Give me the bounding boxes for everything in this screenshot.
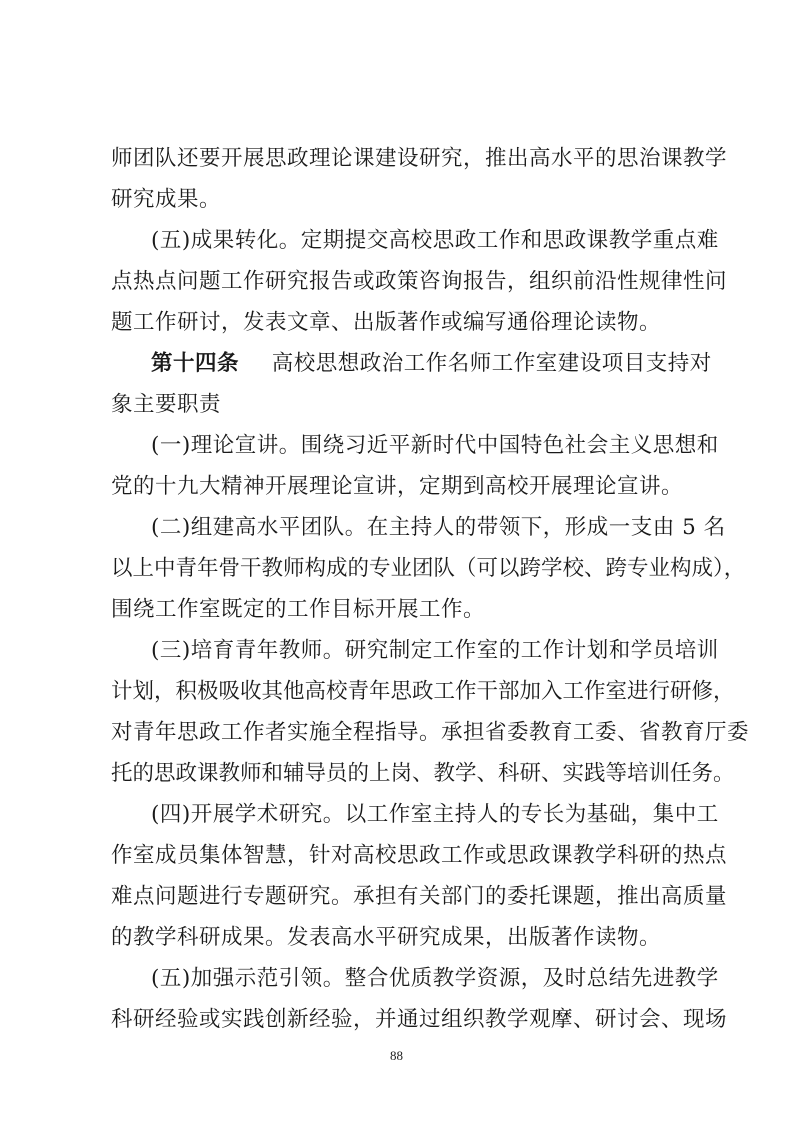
text-line: 托的思政课教师和辅导员的上岗、教学、科研、实践等培训任务。 bbox=[111, 761, 735, 786]
article-heading-line bbox=[151, 349, 712, 379]
article-number: 第十四条 bbox=[151, 351, 240, 376]
text-line: 题工作研讨，发表文章、出版著作或编写通俗理论读物。 bbox=[111, 310, 662, 335]
text-line: 以上中青年骨干教师构成的专业团队（可以跨学校、跨专业构成）， bbox=[111, 556, 746, 581]
text-line: 师团队还要开展思政理论课建设研究，推出高水平的思治课教学 bbox=[111, 146, 728, 171]
page-number: 88 bbox=[390, 1048, 403, 1063]
article-title: 高校思想政治工作名师工作室建设项目支持对 bbox=[271, 351, 712, 376]
text-line: 点热点问题工作研究报告或政策咨询报告，组织前沿性规律性问 bbox=[111, 269, 728, 294]
text-line: 难点问题进行专题研究。承担有关部门的委托课题，推出高质量 bbox=[111, 884, 728, 909]
text-line: (五)成果转化。定期提交高校思政工作和思政课教学重点难 bbox=[151, 228, 719, 253]
text-line: (五)加强示范引领。整合优质教学资源，及时总结先进教学 bbox=[151, 966, 719, 991]
text-line: 围绕工作室既定的工作目标开展工作。 bbox=[111, 597, 486, 622]
text-line: 研究成果。 bbox=[111, 187, 222, 212]
text-line: (四)开展学术研究。以工作室主持人的专长为基础，集中工 bbox=[151, 802, 719, 827]
text-line: 的教学科研成果。发表高水平研究成果，出版著作读物。 bbox=[111, 925, 662, 950]
text-line: 象主要职责 bbox=[111, 392, 222, 417]
text-line: 作室成员集体智慧，针对高校思政工作或思政课教学科研的热点 bbox=[111, 843, 728, 868]
text-line: 计划，积极吸收其他高校青年思政工作干部加入工作室进行研修， bbox=[111, 679, 735, 704]
text-line: (一)理论宣讲。围绕习近平新时代中国特色社会主义思想和 bbox=[151, 433, 719, 458]
text-line: 党的十九大精神开展理论宣讲，定期到高校开展理论宣讲。 bbox=[111, 474, 684, 499]
text-line: (二)组建高水平团队。在主持人的带领下，形成一支由 5 名 bbox=[151, 515, 726, 540]
text-line: 科研经验或实践创新经验，并通过组织教学观摩、研讨会、现场 bbox=[111, 1007, 728, 1032]
text-line: (三)培育青年教师。研究制定工作室的工作计划和学员培训 bbox=[151, 638, 719, 663]
text-line: 对青年思政工作者实施全程指导。承担省委教育工委、省教育厅委 bbox=[111, 720, 750, 745]
